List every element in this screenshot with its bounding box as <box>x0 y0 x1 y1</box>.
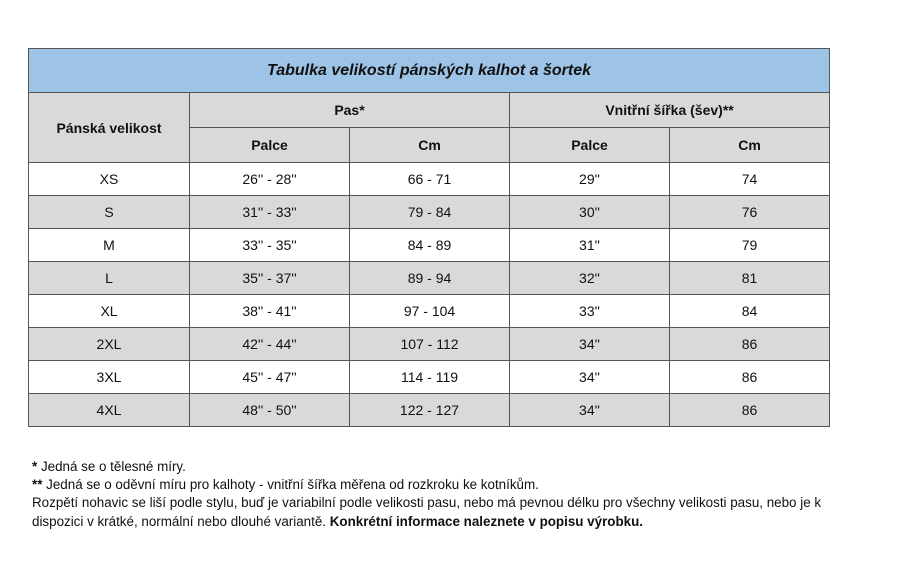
footnote-2-mark: ** <box>32 477 43 493</box>
size-cell: L <box>29 262 190 295</box>
waist-cm-cell: 84 - 89 <box>350 229 510 262</box>
inseam-inch-cell: 34'' <box>510 361 670 394</box>
inseam-cm-cell: 76 <box>670 196 830 229</box>
inseam-inch-header: Palce <box>510 128 670 163</box>
waist-inch-cell: 45'' - 47'' <box>190 361 350 394</box>
inseam-inch-cell: 33'' <box>510 295 670 328</box>
inseam-cm-cell: 86 <box>670 328 830 361</box>
waist-inch-cell: 48'' - 50'' <box>190 394 350 427</box>
table-title: Tabulka velikostí pánských kalhot a šortek <box>29 49 830 93</box>
size-cell: 4XL <box>29 394 190 427</box>
waist-cm-cell: 107 - 112 <box>350 328 510 361</box>
inseam-inch-cell: 31'' <box>510 229 670 262</box>
waist-inch-cell: 31'' - 33'' <box>190 196 350 229</box>
inseam-inch-cell: 32'' <box>510 262 670 295</box>
waist-cm-cell: 89 - 94 <box>350 262 510 295</box>
table-row <box>29 196 830 229</box>
size-cell: 3XL <box>29 361 190 394</box>
waist-inch-cell: 35'' - 37'' <box>190 262 350 295</box>
size-cell: XL <box>29 295 190 328</box>
waist-cm-cell: 66 - 71 <box>350 163 510 196</box>
table-row <box>29 163 830 196</box>
inseam-inch-cell: 34'' <box>510 328 670 361</box>
waist-cm-cell: 97 - 104 <box>350 295 510 328</box>
waist-cm-cell: 122 - 127 <box>350 394 510 427</box>
waist-cm-header: Cm <box>350 128 510 163</box>
waist-inch-cell: 33'' - 35'' <box>190 229 350 262</box>
waist-inch-cell: 42'' - 44'' <box>190 328 350 361</box>
size-column-header: Pánská velikost <box>29 93 190 163</box>
table-row <box>29 328 830 361</box>
table-row <box>29 361 830 394</box>
waist-inch-header: Palce <box>190 128 350 163</box>
waist-header: Pas* <box>190 93 510 128</box>
footnote-3-bold: Konkrétní informace naleznete v popisu výrobku. <box>329 513 643 529</box>
inseam-cm-cell: 79 <box>670 229 830 262</box>
waist-cm-cell: 114 - 119 <box>350 361 510 394</box>
inseam-header: Vnitřní šířka (šev)** <box>510 93 830 128</box>
inseam-inch-cell: 29'' <box>510 163 670 196</box>
footnote-1-mark: * <box>32 459 38 474</box>
inseam-cm-cell: 84 <box>670 295 830 328</box>
footnote-2-text: Jedná se o oděvní míru pro kalhoty - vnitřní šířka měřena od rozkroku ke kotníkům. <box>42 477 539 493</box>
inseam-cm-header: Cm <box>670 128 830 163</box>
table-body <box>29 163 830 427</box>
table-row <box>29 229 830 262</box>
footnote-3 <box>32 494 832 530</box>
footnote-1 <box>32 458 832 476</box>
inseam-inch-cell: 34'' <box>510 394 670 427</box>
inseam-cm-cell: 86 <box>670 394 830 427</box>
inseam-inch-cell: 30'' <box>510 196 670 229</box>
size-cell: 2XL <box>29 328 190 361</box>
table-row <box>29 262 830 295</box>
waist-inch-cell: 26'' - 28'' <box>190 163 350 196</box>
size-table <box>28 48 830 427</box>
table-row <box>29 295 830 328</box>
inseam-cm-cell: 86 <box>670 361 830 394</box>
size-cell: M <box>29 229 190 262</box>
footnote-1-text: Jedná se o tělesné míry. <box>37 459 186 474</box>
footnote-3-text: Rozpětí nohavic se liší podle stylu, buď je variabilní podle velikosti pasu, nebo má pevnou délku pro všechny velikosti pasu, nebo je k dispozici v krátké, normální nebo dlouhé variantě. <box>32 495 822 529</box>
waist-cm-cell: 79 - 84 <box>350 196 510 229</box>
waist-inch-cell: 38'' - 41'' <box>190 295 350 328</box>
table-row <box>29 394 830 427</box>
inseam-cm-cell: 81 <box>670 262 830 295</box>
size-cell: S <box>29 196 190 229</box>
size-cell: XS <box>29 163 190 196</box>
inseam-cm-cell: 74 <box>670 163 830 196</box>
footnotes <box>32 458 832 531</box>
footnote-2 <box>32 476 832 494</box>
